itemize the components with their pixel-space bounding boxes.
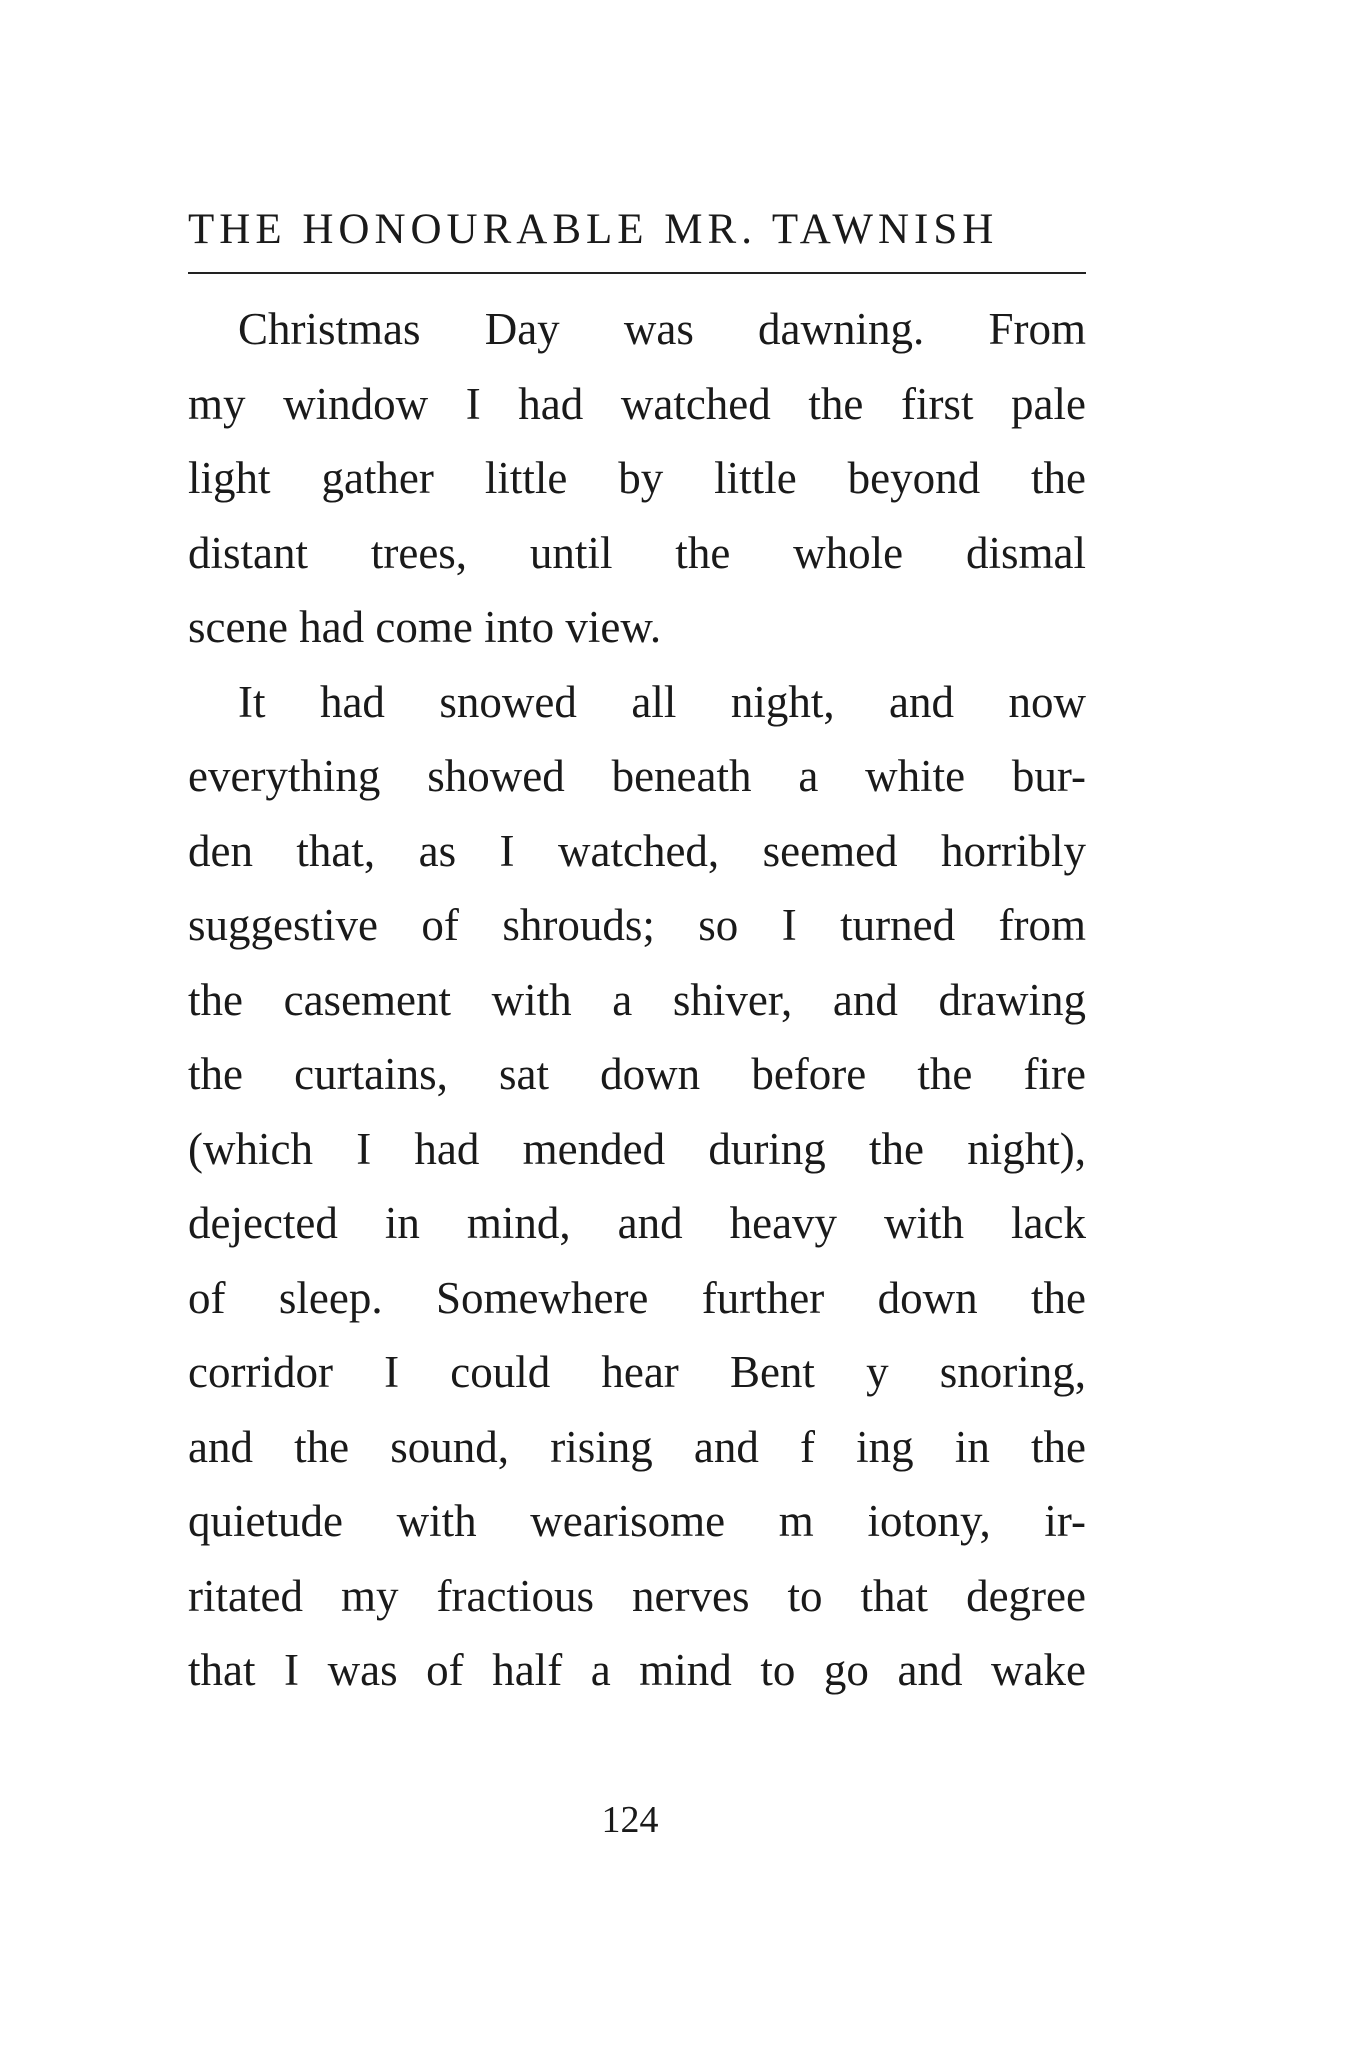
text-line: quietude with wearisome m iotony, ir- xyxy=(188,1496,1086,1546)
text-line: den that, as I watched, seemed horribly xyxy=(188,825,1086,876)
text-line: my window I had watched the first pale xyxy=(188,378,1086,429)
header-rule xyxy=(188,272,1086,274)
text-line: everything showed beneath a white bur- xyxy=(188,751,1086,801)
running-head: THE HONOURABLE MR. TAWNISH xyxy=(188,206,999,253)
text-line: ritated my fractious nerves to that degree xyxy=(188,1570,1086,1621)
body-text xyxy=(188,292,1086,1708)
text-line: that I was of half a mind to go and wake xyxy=(188,1645,1086,1695)
text-line: light gather little by little beyond the xyxy=(188,453,1086,503)
text-line: suggestive of shrouds; so I turned from xyxy=(188,900,1086,950)
text-line: and the sound, rising and f ing in the xyxy=(188,1421,1086,1472)
text-line: (which I had mended during the night), xyxy=(188,1123,1086,1174)
text-line: Christmas Day was dawning. From xyxy=(238,304,1086,354)
page-number: 124 xyxy=(601,1799,659,1841)
text-line: distant trees, until the whole dismal xyxy=(188,527,1086,578)
text-line: the casement with a shiver, and drawing xyxy=(188,974,1086,1025)
text-line: dejected in mind, and heavy with lack xyxy=(188,1198,1086,1248)
text-line: the curtains, sat down before the fire xyxy=(188,1049,1086,1099)
text-line: It had snowed all night, and now xyxy=(238,676,1086,727)
text-line: of sleep. Somewhere further down the xyxy=(188,1272,1086,1323)
text-line: scene had come into view. xyxy=(188,602,662,652)
text-line: corridor I could hear Bent y snoring, xyxy=(188,1347,1086,1397)
